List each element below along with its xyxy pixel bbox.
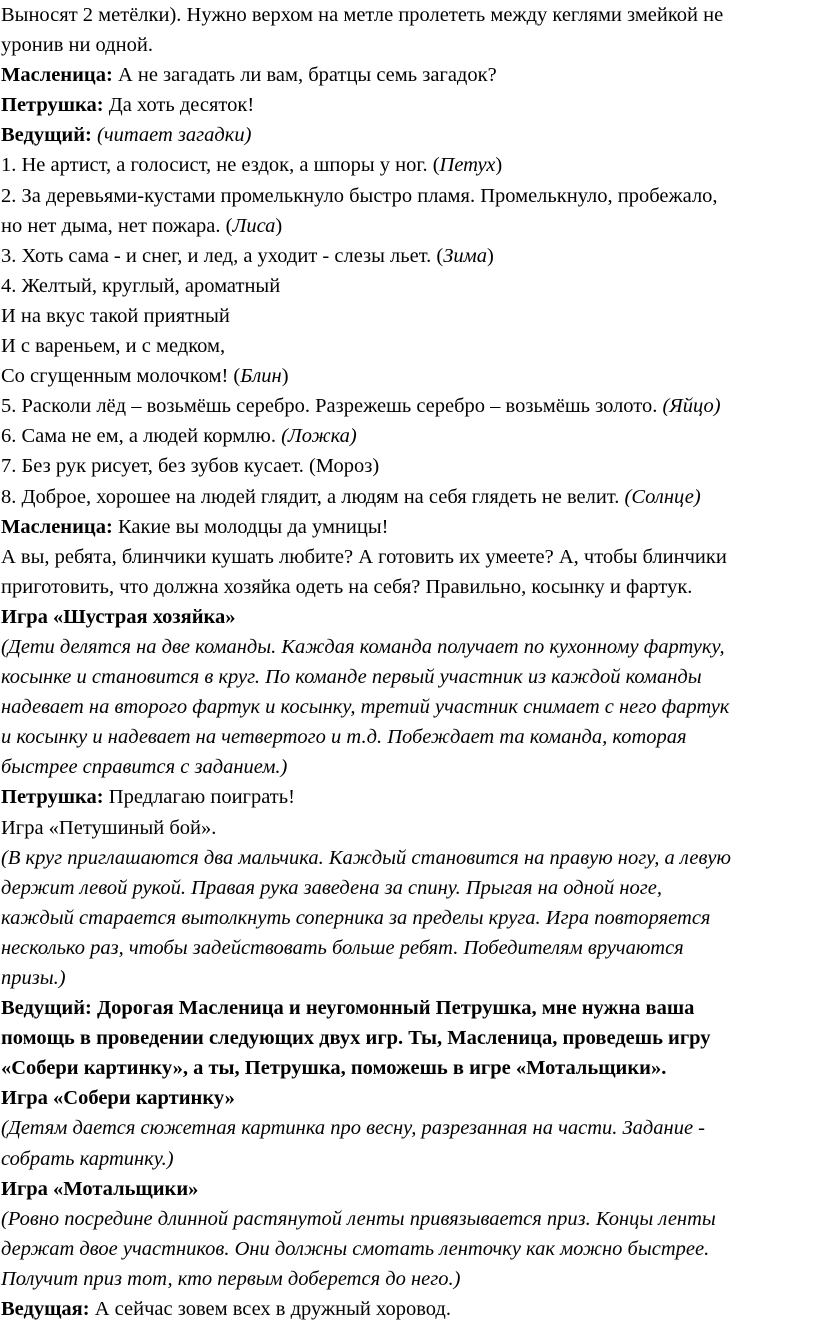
body-text: Выносят 2 метёлки). Нужно верхом на метле пролететь между кеглями змейкой не: [1, 4, 724, 26]
speaker-name: Петрушка:: [1, 786, 104, 809]
text-line: [1, 1234, 816, 1264]
text-line: [1, 1053, 816, 1083]
text-line: [1, 30, 816, 60]
riddle-text: 3. Хоть сама - и снег, и лед, а уходит - слезы льет. (: [1, 244, 444, 267]
riddle-answer: Зима: [443, 244, 487, 267]
riddle-answer: (Яйцо): [662, 395, 721, 418]
body-text: А вы, ребята, блинчики кушать любите? А готовить их умеете? А, чтобы блинчики: [1, 545, 727, 568]
speaker-text: А сейчас зовем всех в дружный хоровод.: [89, 1298, 451, 1321]
bold-heading: Игра «Собери картинку»: [1, 1087, 235, 1110]
text-line: [1, 120, 816, 150]
text-line: [1, 90, 816, 120]
text-line: [1, 391, 816, 421]
bold-heading: «Собери картинку», а ты, Петрушка, поможешь в игре «Мотальщики».: [1, 1057, 667, 1080]
stage-direction: призы.): [1, 967, 66, 989]
text-line: [1, 933, 816, 963]
text-line: [1, 181, 816, 211]
speaker-text: Какие вы молодцы да умницы!: [112, 515, 389, 538]
riddle-tail: ): [281, 365, 289, 388]
text-line: [1, 271, 816, 301]
text-line: [1, 602, 816, 632]
text-line: [1, 1023, 816, 1053]
speaker-name: Петрушка:: [1, 94, 104, 117]
body-text: И на вкус такой приятный: [1, 304, 230, 327]
riddle-answer: (Ложка): [281, 425, 357, 448]
body-text: Игра «Петушиный бой».: [1, 816, 217, 839]
stage-direction: собрать картинку.): [1, 1147, 174, 1170]
bold-heading: Игра «Шустрая хозяйка»: [1, 605, 236, 628]
text-line: [1, 813, 816, 843]
text-line: [1, 752, 816, 782]
riddle-text: 5. Расколи лёд – возьмёшь серебро. Разрежешь серебро – возьмёшь золото.: [1, 395, 663, 418]
speaker-name: Масленица:: [1, 64, 113, 87]
stage-direction: косынке и становится в круг. По команде первый участник из каждой команды: [1, 666, 702, 689]
text-line: [1, 722, 816, 752]
bold-heading: Игра «Мотальщики»: [1, 1177, 199, 1200]
stage-direction: несколько раз, чтобы задействовать больше ребят. Победителям вручаются: [1, 936, 684, 959]
text-line: [1, 782, 816, 812]
stage-direction: держат двое участников. Они должны смотать ленточку как можно быстрее.: [1, 1237, 710, 1260]
riddle-tail: ): [495, 154, 503, 177]
text-line: [1, 903, 816, 933]
riddle-text: но нет дыма, нет пожара. (: [1, 214, 233, 237]
riddle-text: Со сгущенным молочком! (: [1, 365, 241, 388]
body-text: уронив ни одной.: [1, 34, 153, 57]
text-line: [1, 421, 816, 451]
text-line: [1, 331, 816, 361]
stage-direction: держит левой рукой. Правая рука заведена за спину. Прыгая на одной ноге,: [1, 876, 663, 899]
text-line: [1, 873, 816, 903]
speaker-text: А не загадать ли вам, братцы семь загадок?: [112, 64, 497, 87]
text-line: [1, 632, 816, 662]
stage-direction: каждый старается вытолкнуть соперника за пределы круга. Игра повторяется: [1, 906, 711, 929]
riddle-answer: Лиса: [232, 214, 276, 237]
stage-direction: (читает загадки): [97, 124, 252, 147]
riddle-answer: Петух: [439, 154, 496, 177]
riddle-answer: Блин: [240, 365, 282, 388]
text-line: [1, 211, 816, 241]
body-text: приготовить, что должна хозяйка одеть на себя? Правильно, косынку и фартук.: [1, 575, 693, 598]
riddle-answer: (Солнце): [624, 485, 701, 508]
riddle-tail: ): [486, 244, 494, 267]
text-line: [1, 843, 816, 873]
text-line: [1, 662, 816, 692]
text-line: [1, 451, 816, 481]
text-line: [1, 482, 816, 512]
speaker-name: Ведущий:: [1, 124, 92, 147]
bold-heading: Ведущий: Дорогая Масленица и неугомонный Петрушка, мне нужна ваша: [1, 997, 695, 1020]
text-line: [1, 0, 816, 30]
body-text: И с вареньем, и с медком,: [1, 335, 226, 358]
text-line: [1, 963, 816, 993]
riddle-text: 6. Сама не ем, а людей кормлю.: [1, 425, 282, 448]
stage-direction: надевает на второго фартук и косынку, третий участник снимает с него фартук: [1, 696, 730, 719]
text-line: [1, 1174, 816, 1204]
stage-direction: (Детям дается сюжетная картинка про весну, разрезанная на части. Задание -: [1, 1117, 706, 1140]
text-line: [1, 692, 816, 722]
body-text: 2. За деревьями-кустами промелькнуло быстро пламя. Промелькнуло, пробежало,: [1, 184, 718, 207]
text-line: [1, 1294, 816, 1324]
stage-direction: (Ровно посредине длинной растянутой ленты привязывается приз. Концы ленты: [1, 1207, 716, 1230]
text-line: [1, 1264, 816, 1294]
stage-direction: быстрее справится с заданием.): [1, 756, 288, 779]
speaker-name: Ведущая:: [1, 1298, 90, 1321]
text-line: [1, 1113, 816, 1143]
stage-direction: (Дети делятся на две команды. Каждая команда получает по кухонному фартуку,: [1, 635, 725, 658]
text-line: [1, 1204, 816, 1234]
text-line: [1, 572, 816, 602]
riddle-tail: ): [275, 214, 283, 237]
text-line: [1, 241, 816, 271]
text-line: [1, 150, 816, 180]
text-line: [1, 1144, 816, 1174]
text-line: [1, 512, 816, 542]
body-text: 7. Без рук рисует, без зубов кусает. (Мороз): [1, 455, 380, 478]
stage-direction: (В круг приглашаются два мальчика. Каждый становится на правую ногу, а левую: [1, 846, 731, 869]
speaker-text: Предлагаю поиграть!: [103, 786, 295, 809]
speaker-text: Да хоть десяток!: [103, 94, 255, 117]
bold-heading: помощь в проведении следующих двух игр. Ты, Масленица, проведешь игру: [1, 1027, 711, 1050]
speaker-name: Масленица:: [1, 515, 113, 538]
text-line: [1, 542, 816, 572]
stage-direction: и косынку и надевает на четвертого и т.д. Побеждает та команда, которая: [1, 726, 687, 749]
body-text: 4. Желтый, круглый, ароматный: [1, 274, 281, 297]
stage-direction: Получит приз тот, кто первым доберется до него.): [1, 1267, 461, 1290]
text-line: [1, 361, 816, 391]
text-line: [1, 1083, 816, 1113]
riddle-text: 1. Не артист, а голосист, не ездок, а шпоры у ног. (: [1, 154, 440, 177]
text-line: [1, 301, 816, 331]
riddle-text: 8. Доброе, хорошее на людей глядит, а людям на себя глядеть не велит.: [1, 485, 625, 508]
text-line: [1, 993, 816, 1023]
text-line: [1, 60, 816, 90]
